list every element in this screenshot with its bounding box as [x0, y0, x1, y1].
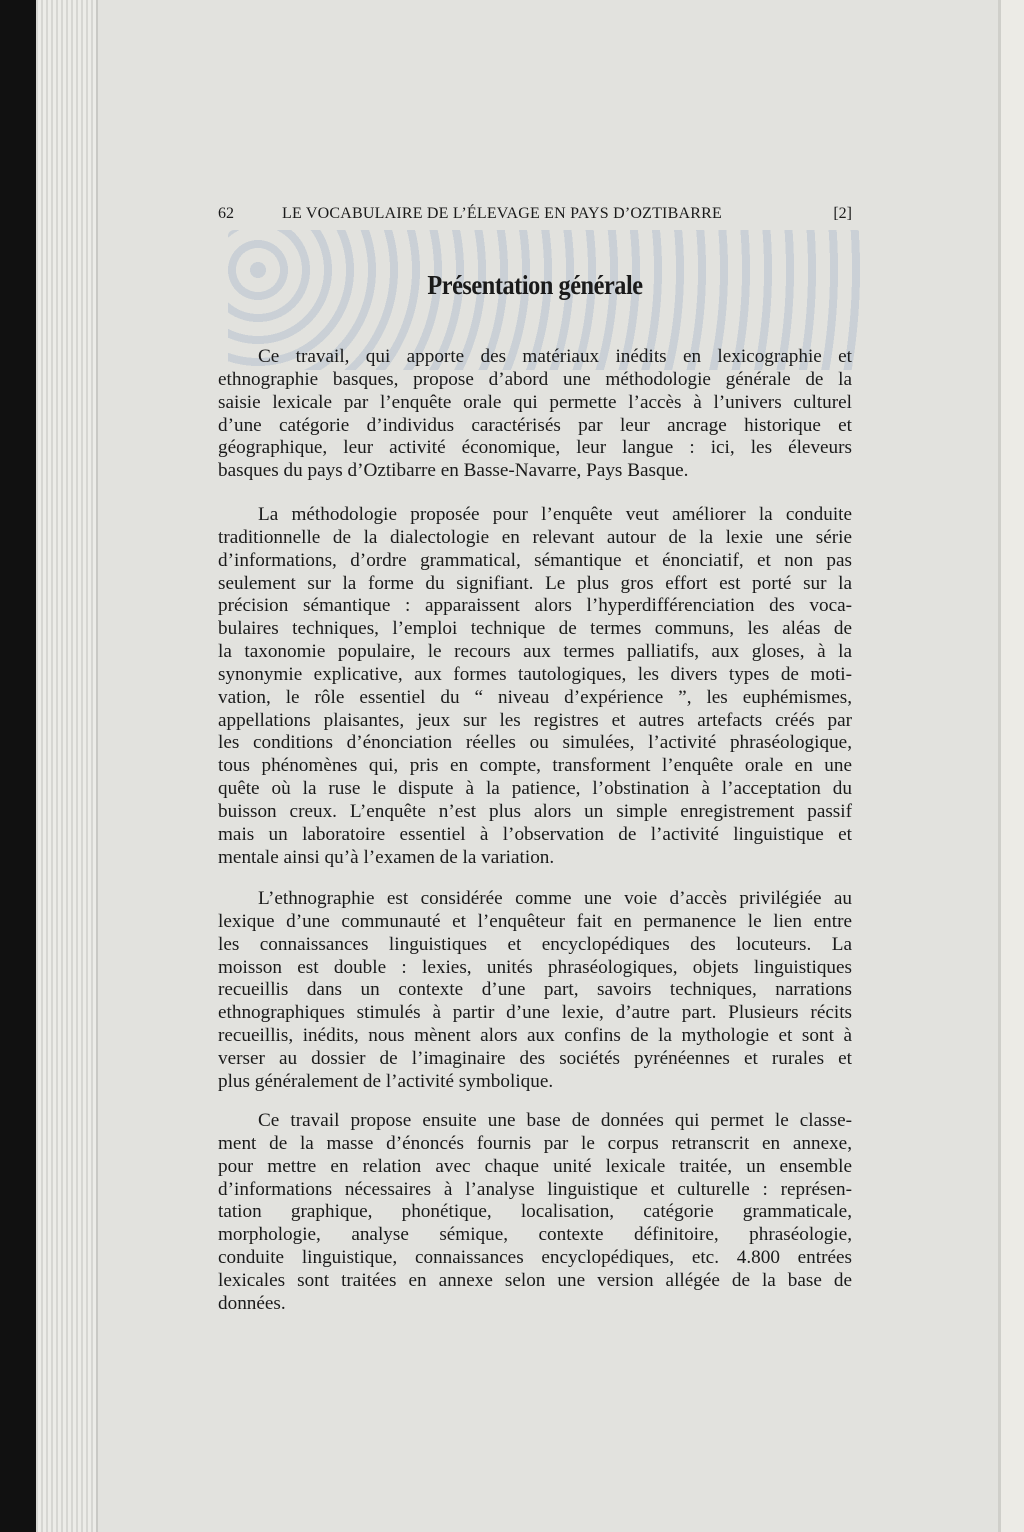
text-line: lexicales sont traitées en annexe selon une version allégée de la base de — [218, 1269, 852, 1291]
text-line: plus généralement de l’activité symbolique. — [218, 1070, 554, 1092]
text-line: tation graphique, phonétique, localisation, catégorie grammaticale, — [218, 1201, 852, 1223]
text-line: lexique d’une communauté et l’enquêteur fait en permanence le lien entre — [218, 910, 852, 932]
paragraph-2 — [218, 504, 852, 870]
running-title: LE VOCABULAIRE DE L’ÉLEVAGE EN PAYS D’OZTIBARRE — [282, 205, 722, 222]
text-line: traditionnelle de la dialectologie en relevant autour de la lexie une série — [218, 526, 852, 548]
text-line: d’informations, d’ordre grammatical, sémantique et énonciatif, et non pas — [218, 549, 852, 571]
text-line: données. — [218, 1292, 286, 1314]
text-line: mais un laboratoire essentiel à l’observation de l’activité linguistique et — [218, 823, 852, 845]
text-line: appellations plaisantes, jeux sur les registres et autres artefacts créés par — [218, 709, 852, 731]
text-line: les connaissances linguistiques et encyclopédiques des locuteurs. La — [218, 933, 852, 955]
text-line: bulaires techniques, l’emploi technique de termes communs, les aléas de — [218, 618, 852, 640]
section-heading: Présentation générale — [427, 270, 643, 300]
text-line: Ce travail, qui apporte des matériaux inédits en lexicographie et — [258, 346, 852, 367]
paragraph-3 — [218, 888, 852, 1094]
text-line: d’informations nécessaires à l’analyse linguistique et culturelle : représen- — [218, 1178, 852, 1200]
text-line: mentale ainsi qu’à l’examen de la variation. — [218, 846, 555, 868]
text-line: Ce travail propose ensuite une base de données qui permet le classe- — [258, 1110, 852, 1131]
page-edge-line — [96, 0, 98, 1532]
text-line: synonymie explicative, aux formes tautologiques, les divers types de moti- — [218, 663, 852, 685]
text-line: quête où la ruse le dispute à la patience, l’obstination à l’acceptation du — [218, 778, 852, 800]
text-line: buisson creux. L’enquête n’est plus alors un simple enregistrement passif — [218, 800, 852, 822]
text-line: moisson est double : lexies, unités phraséologiques, objets linguistiques — [218, 956, 852, 978]
text-line: ment de la masse d’énoncés fournis par le corpus retranscrit en annexe, — [218, 1132, 852, 1154]
text-line: morphologie, analyse sémique, contexte définitoire, phraséologie, — [218, 1224, 852, 1246]
text-line: pour mettre en relation avec chaque unité lexicale traitée, un ensemble — [218, 1155, 852, 1177]
facing-page-edge — [998, 0, 1024, 1532]
text-line: basques du pays d’Oztibarre en Basse-Navarre, Pays Basque. — [218, 460, 689, 482]
text-line: verser au dossier de l’imaginaire des sociétés pyrénéennes et rurales et — [218, 1047, 852, 1069]
text-line: L’ethnographie est considérée comme une voie d’accès privilégiée au — [258, 888, 852, 909]
text-line: précision sémantique : apparaissent alors l’hyperdifférenciation des voca- — [218, 595, 852, 617]
text-line: ethnographiques stimulés à partir d’une lexie, d’autre part. Plusieurs récits — [218, 1002, 852, 1024]
text-line: les conditions d’énonciation réelles ou simulées, l’activité phraséologique, — [218, 732, 852, 754]
text-line: recueillis dans un contexte d’une part, savoirs techniques, narrations — [218, 979, 852, 1001]
text-line: tous phénomènes qui, pris en compte, transforment l’enquête orale en une — [218, 755, 852, 777]
text-line: La méthodologie proposée pour l’enquête veut améliorer la conduite — [258, 504, 852, 525]
text-line: recueillis, inédits, nous mènent alors aux confins de la mythologie et sont à — [218, 1025, 852, 1047]
paragraph-1 — [218, 346, 852, 483]
text-line: saisie lexicale par l’enquête orale qui permette l’accès à l’univers culturel — [218, 391, 852, 413]
text-line: seulement sur la forme du signifiant. Le plus gros effort est porté sur la — [218, 572, 852, 594]
text-line: d’une catégorie d’individus caractérisés par leur ancrage historique et — [218, 414, 852, 436]
text-line: la taxonomie populaire, le recours aux termes palliatifs, aux gloses, à la — [218, 641, 852, 663]
section-number: [2] — [833, 205, 852, 222]
text-line: géographique, leur activité économique, leur langue : ici, les éleveurs — [218, 437, 852, 459]
paragraph-4 — [218, 1110, 852, 1316]
text-line: ethnographie basques, propose d’abord une méthodologie générale de la — [218, 368, 852, 390]
running-head — [218, 205, 852, 227]
page-edges — [36, 0, 96, 1532]
text-line: conduite linguistique, connaissances encyclopédiques, etc. 4.800 entrées — [218, 1247, 852, 1269]
page-number: 62 — [218, 205, 234, 222]
text-line: vation, le rôle essentiel du “ niveau d’expérience ”, les euphémismes, — [218, 686, 852, 708]
